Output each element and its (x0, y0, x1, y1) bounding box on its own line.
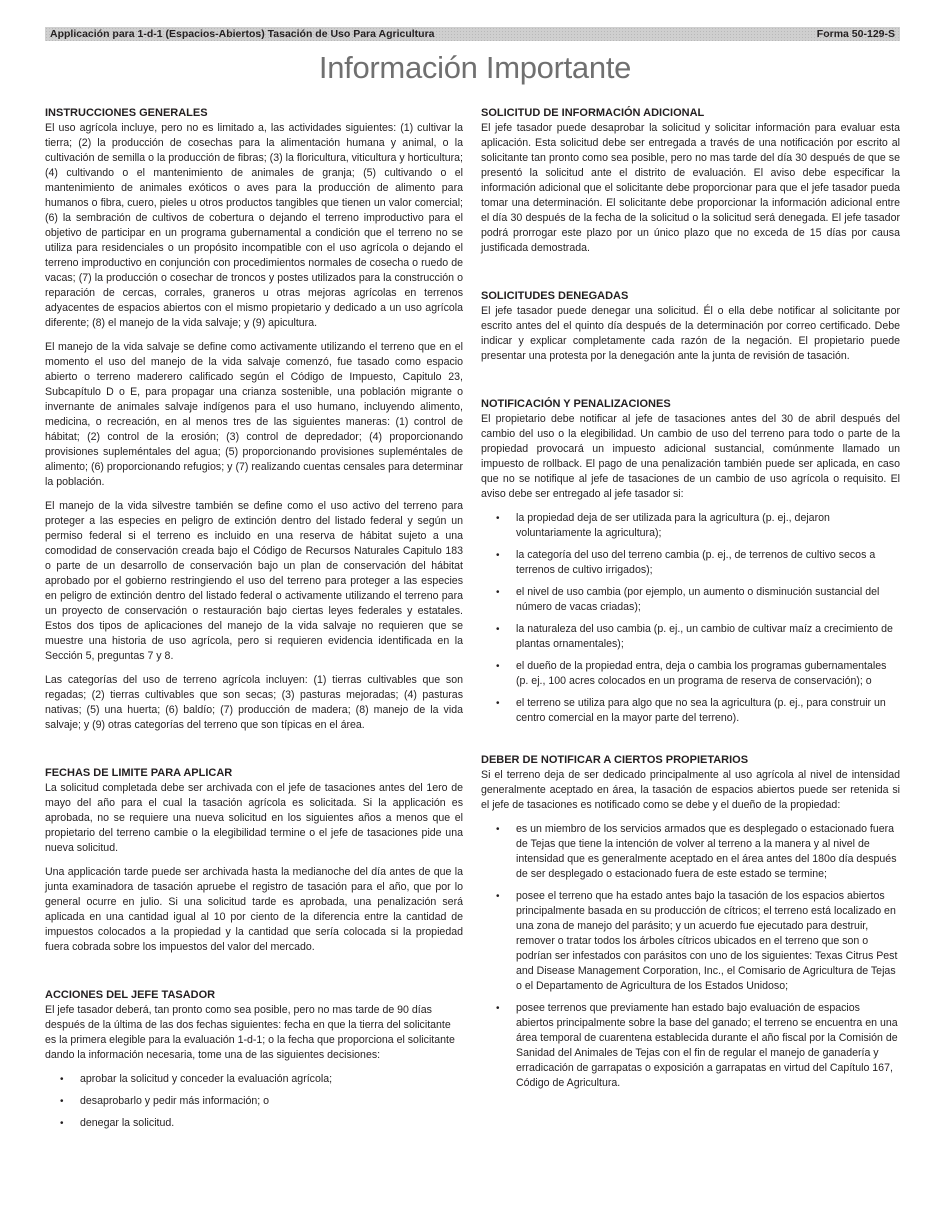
section-deber-de-notificar (481, 753, 900, 1091)
list-item: • la categoría del uso del terreno cambia (p. ej., de terrenos de cultivo secos a terrenos de cultivo irrigados); (481, 548, 900, 578)
paragraph: El manejo de la vida salvaje se define como activamente utilizando el terreno que en el momento el uso del manejo de la vida salvaje comenzó, fue tasado como espacio abierto o terreno maderero calificado según el Código de Impuesto, Capitulo 23, Subcapítulo D o E, para propagar una crianza sostenible, una población migrante o invernante de animales salvaje indígenos para el uso humano, incluyendo alimento, medicina, o recreación, en al menos tres de las siguientes maneras: (1) control de hábitat; (2) control de la erosión; (3) control de depredador; (4) proporcionando provisiones supleméntales del agua; (5) proporcionando provisiones supleméntales de alimento; (6) proporcionando refugios; y (7) realizando cuentas censales para determinar la población. (45, 341, 463, 488)
section-heading: SOLICITUD DE INFORMACIÓN ADICIONAL (481, 107, 705, 119)
paragraph: Si el terreno deja de ser dedicado principalmente al uso agrícola al nivel de intensidad generalmente aceptado en área, la tasación de espacios abiertos puede ser retenida si el jefe de tasaciones es notificado como se debe y el dueño de la propiedad: (481, 769, 900, 811)
section-solicitudes-denegadas (481, 289, 900, 364)
left-column (45, 106, 463, 1138)
list-item: • desaprobarlo y pedir más información; o (45, 1094, 463, 1109)
form-title: Applicación para 1-d-1 (Espacios-Abiertos) Tasación de Uso Para Agricultura (50, 28, 435, 40)
section-heading: SOLICITUDES DENEGADAS (481, 290, 629, 302)
list-item: • posee el terreno que ha estado antes bajo la tasación de los espacios abiertos principalmente basada en su producción de cítricos; el terreno está localizado en una zona de manejo del parásito; y un acuerdo fue ejecutado para destruir, remover o tratar todos los árboles cítricos ubicados en el terreno que son o podrían ser infestados con parásitos con uno de los siguientes: Texas Citrus Pest and Disease Management Corporation, Inc., el Comisario de Agricultura de Tejas o el Departamento de Agricultura de los Estados Unidoso; (481, 889, 900, 994)
paragraph: El uso agrícola incluye, pero no es limitado a, las actividades siguientes: (1) cultivar la tierra; (2) la producción de cosechas para la alimentación humana y animal, o la cultivación de semilla o la producción de fibras; (3) la floricultura, viticultura y horticultura; (4) cultivando o el mantenimiento de animales de granja; (5) cultivando o el mantenimiento de animales exóticos o aves para la producción de alimento para humanos o fibra, cuero, pieles u otros productos tangibles que tienen un valor comercial; (6) la sembración de cultivos de cobertura o dejando el terreno improductivo para el objetivo de participar en un programa gubernamental a condición que el terreno no se utiliza para residenciales o un propósito incompatible con el uso agrícola o dejando el terreno improductivo en conjunción con procedimientos normales de cosecha o ruedo de vacas; (7) la producción o cosechar de troncos y postes utilizados para la construcción o reparación de cercas, corrales, graneros u otras mejoras agrícolas en terrenos adyacentes de espacios abiertos con el mismo propietario y dedicado a un uso agrícola diferente; (8) el manejo de la vida salvaje; y (9) apicultura. (45, 122, 463, 329)
section-fechas-de-limite (45, 766, 463, 955)
section-instrucciones-generales (45, 106, 463, 733)
bullet-list (45, 1072, 463, 1131)
right-column (481, 106, 900, 1098)
section-solicitud-informacion-adicional (481, 106, 900, 256)
bullet-list (481, 822, 900, 1091)
page-title: Información Importante (318, 50, 632, 85)
paragraph: La solicitud completada debe ser archivada con el jefe de tasaciones antes del 1ero de mayo del año para el cual la tasación agrícola es solicitada. Si la applicación es aprobada, no se requiere una nueva solicitud en los siguientes años a menos que el propietario del terreno cambie o la elegibilidad termine o el jefe de tasaciones pide una nueva solicitud. (45, 782, 463, 854)
section-heading: NOTIFICACIÓN Y PENALIZACIONES (481, 398, 671, 410)
list-item: • es un miembro de los servicios armados que es desplegado o estacionado fuera de Tejas que tiene la intención de volver al terreno a la manera y al nivel de intensidad que es generalmente aceptado en el área antes del 180o día después de ser desplegado o estacionado fuera de este estado se termine; (481, 822, 900, 882)
list-item: • la propiedad deja de ser utilizada para la agricultura (p. ej., dejaron voluntariamente la agricultura); (481, 511, 900, 541)
form-number: Forma 50-129-S (816, 28, 895, 40)
paragraph: Las categorías del uso de terreno agrícola incluyen: (1) tierras cultivables que son regadas; (2) tierras cultivables que son secas; (3) pasturas mejoradas; (4) pasturas nativas; (5) una huerta; (6) baldío; (7) producción de madera; (8) manejo de la vida salvaje; y (9) otras categorías del terreno que son típicas en el área. (45, 674, 463, 731)
list-item: • denegar la solicitud. (45, 1116, 463, 1131)
list-item: • posee terrenos que previamente han estado bajo evaluación de espacios abiertos principalmente sobre la base del ganado; el terreno se encuentra en una área temporal de cuarentena establecida durante el año fiscal por la Comisión de Sanidad del Animales de Tejas con el fin de regular el manejo de ganadería y erradicación de garrapatas o exposición a garrapatas en virtud del Capítulo 167, Código de Agricultura. (481, 1001, 900, 1091)
list-item: • el terreno se utiliza para algo que no sea la agricultura (p. ej., para construir un centro comercial en la mayor parte del terreno). (481, 696, 900, 726)
section-heading: DEBER DE NOTIFICAR A CIERTOS PROPIETARIOS (481, 754, 749, 766)
section-notificacion-y-penalizaciones (481, 397, 900, 726)
list-item: • la naturaleza del uso cambia (p. ej., un cambio de cultivar maíz a crecimiento de plantas ornamentales); (481, 622, 900, 652)
list-item: • el nivel de uso cambia (por ejemplo, un aumento o disminución sustancial del número de vacas criadas); (481, 585, 900, 615)
list-item: • aprobar la solicitud y conceder la evaluación agrícola; (45, 1072, 463, 1087)
paragraph: El jefe tasador puede denegar una solicitud. Él o ella debe notificar al solicitante por escrito antes del el quinto día después de la determinación por correo certificado. Debe indicar y explicar completamente cada razón de la negación. El propietario puede presentar una protesta por la denegación ante la junta de revisión de tasación. (481, 305, 900, 362)
list-item: • el dueño de la propiedad entra, deja o cambia los programas gubernamentales (p. ej., 100 acres colocados en un programa de reserva de conservación); o (481, 659, 900, 689)
bullet-list (481, 511, 900, 726)
section-acciones-del-jefe-tasador (45, 988, 463, 1131)
paragraph: Una applicación tarde puede ser archivada hasta la medianoche del día antes de que la junta examinadora de tasación apruebe el registro de tasación para el año, que por lo general ocurre en julio. Si una solicitud tarde es aprobada, una penalización será aplicada en una cantidad igual al 10 por ciento de la diferencia entre la cantidad de impuestos colocados a la propiedad y la cantidad que sería colocada si la propiedad fuera cobrada sobre los impuestos del valor del mercado. (45, 866, 463, 953)
paragraph: El manejo de la vida silvestre también se define como el uso activo del terreno para proteger a las especies en peligro de extinción dentro del listado federal y según un permiso federal si el terreno es incluido en una reserva de hábitat sujeto a una comodidad de conservación creada bajo el Código de Recursos Naturales Capitulo 183 o parte de un desarrollo de conservación bajo un plan de conservación del hábitat aprobado por el gobierno restringiendo el uso del terreno para proteger a las especies en peligro de extinción dentro del listado federal o activamente utilizando el terreno para un proyecto de conservación o restauración bajo ciertas leyes federales y estatales. Estos dos tipos de aplicaciones del manejo de la vida salvaje no requieren que se muestre una historia de uso agrícola, pero si requieren evidencia identificada en la Sección 5, preguntas 7 y 8. (45, 500, 463, 662)
paragraph: El jefe tasador deberá, tan pronto como sea posible, pero no mas tarde de 90 días después de la última de las dos fechas siguientes: fecha en que la tierra del solicitante es la primera elegible para la evaluación 1-d-1; o la fecha que proporciona el solicitante dando la información necesaria, tome una de las siguientes decisiones: (45, 1004, 455, 1061)
section-heading: FECHAS DE LIMITE PARA APLICAR (45, 767, 233, 779)
paragraph: El jefe tasador puede desaprobar la solicitud y solicitar información para evaluar esta aplicación. Esta solicitud debe ser entregada a través de una notificación por escrito al solicitante tan pronto como sea posible, pero no mas tarde del día 30 después de que se presentó la solicitud ante el distrito de evaluación. El aviso debe especificar la información adicional que el solicitante debe proporcionar para que el jefe tasador pueda tomar una determinación. El solicitante debe proporcionar la información adicional entre el día 30 después de la fecha de la solicitud o la solicitud será denegada. El jefe tasador podrá prorrogar este plazo por un único plazo que no exceda de 15 días por causa justificada demostrada. (481, 122, 900, 254)
section-heading: ACCIONES DEL JEFE TASADOR (45, 989, 216, 1001)
paragraph: El propietario debe notificar al jefe de tasaciones antes del 30 de abril después del cambio del uso o la elegibilidad. Un cambio de uso del terreno para todo o parte de la propiedad provocará un impuesto adicional sustancial, comúnmente llamado un impuesto de rollback. El pago de una penalización también puede ser aplicada, en caso que no se notifique al jefe de tasaciones de un cambio de uso agrícola o requisito. El aviso debe ser entregado al jefe tasador si: (481, 413, 900, 500)
section-heading: INSTRUCCIONES GENERALES (45, 107, 208, 119)
